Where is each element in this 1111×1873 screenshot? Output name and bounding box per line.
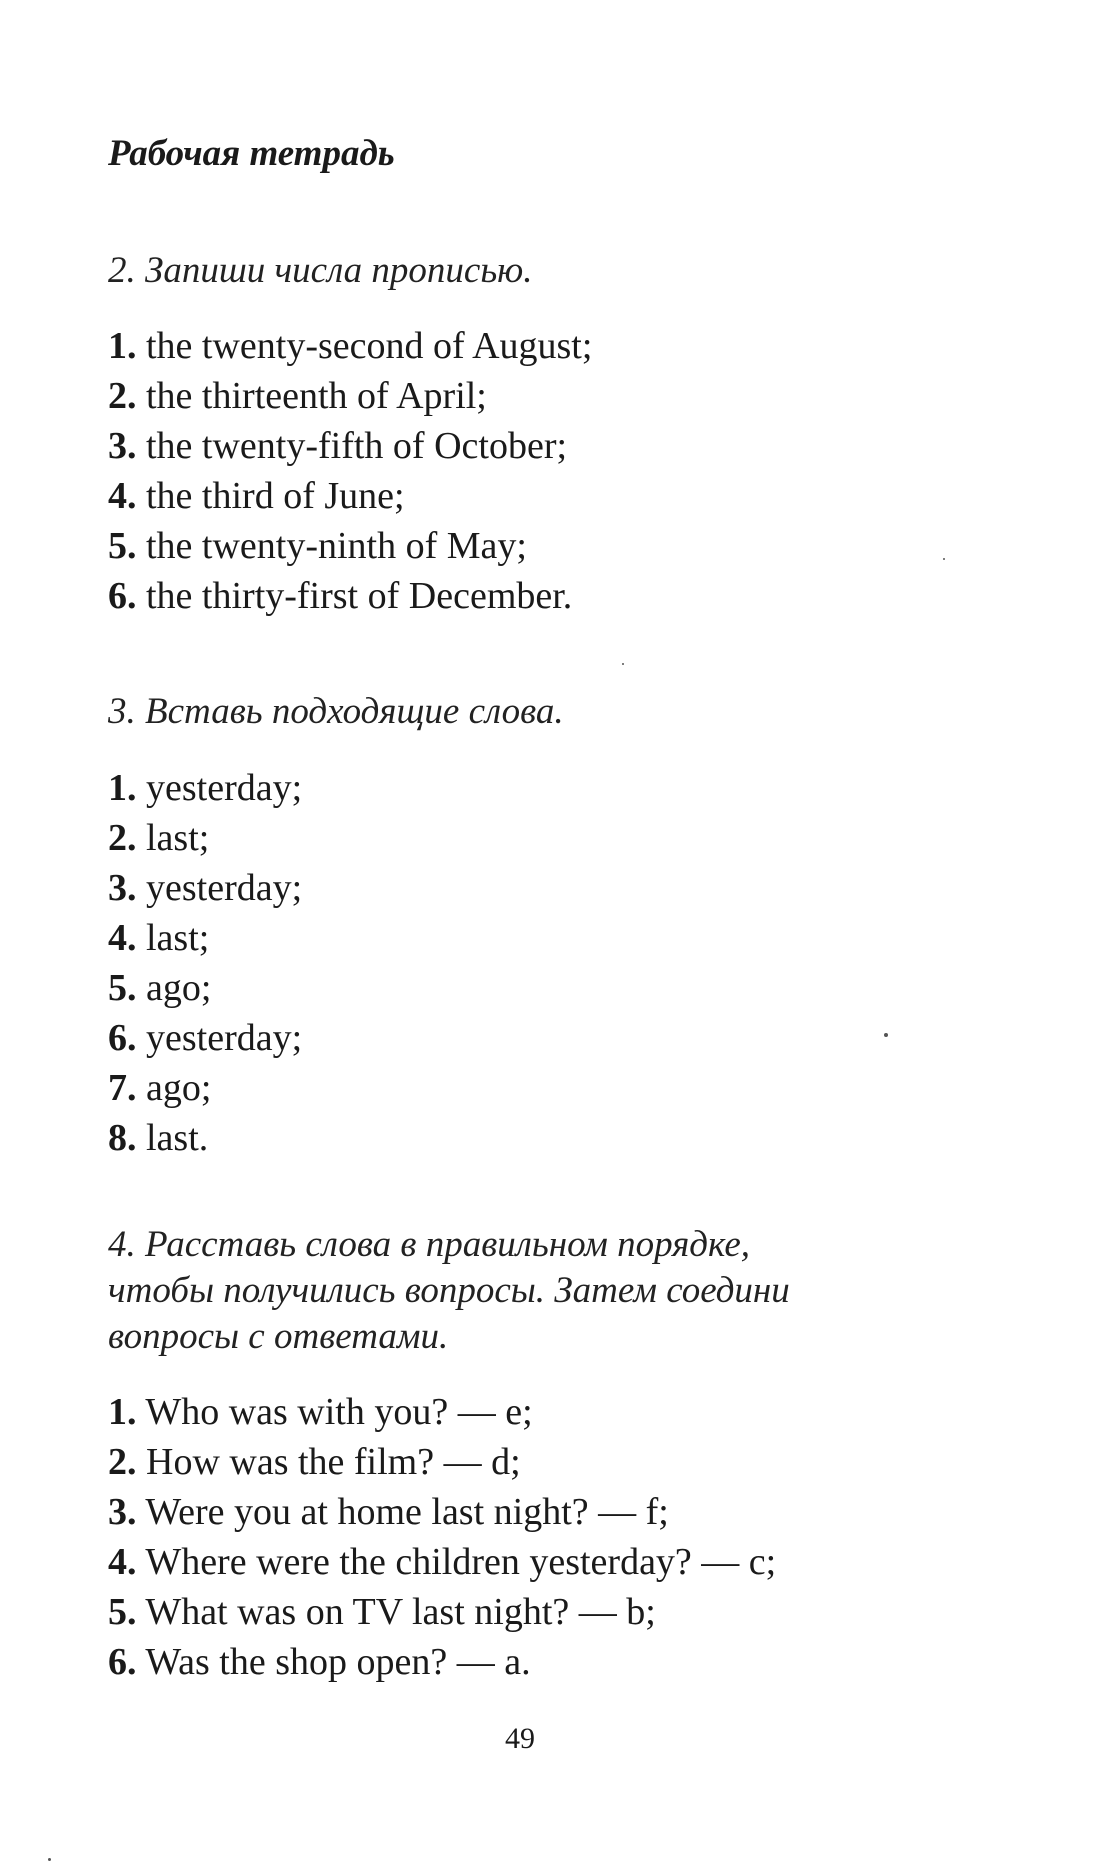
item-number: 7	[108, 1067, 127, 1109]
exercise-3-answers	[108, 763, 948, 1163]
item-number: 6	[108, 1017, 127, 1059]
list-item: 4. Where were the children yesterday? — c;	[108, 1541, 777, 1583]
item-text: the third of June;	[146, 475, 405, 517]
item-text: yesterday;	[146, 867, 303, 909]
list-item: 5. ago;	[108, 967, 212, 1009]
task-line: чтобы получились вопросы. Затем соедини	[108, 1270, 790, 1311]
exercise-3-task: 3. Вставь подходящие слова.	[108, 691, 564, 732]
list-item: 6. yesterday;	[108, 1017, 303, 1059]
scan-speck	[622, 663, 624, 665]
item-number: 1	[108, 1391, 127, 1433]
item-number: 2	[108, 817, 127, 859]
item-number: 1	[108, 767, 127, 809]
item-text: the twenty-ninth of May;	[146, 525, 527, 567]
exercise-4-task	[108, 1222, 940, 1360]
list-item: 2. the thirteenth of April;	[108, 375, 487, 417]
list-item: 3. the twenty-fifth of October;	[108, 425, 568, 467]
list-item: 3. Were you at home last night? — f;	[108, 1491, 669, 1533]
item-text: the twenty-second of August;	[146, 325, 593, 367]
list-item: 2. How was the film? — d;	[108, 1441, 521, 1483]
item-number: 2	[108, 1441, 127, 1483]
item-text: How was the film? — d;	[146, 1441, 521, 1483]
list-item: 4. last;	[108, 917, 210, 959]
item-text: Who was with you? — e;	[145, 1391, 533, 1433]
exercise-4-answers	[108, 1387, 940, 1687]
item-number: 4	[108, 917, 127, 959]
item-number: 8	[108, 1117, 127, 1159]
item-text: Where were the children yesterday? — c;	[145, 1541, 777, 1583]
item-number: 3	[108, 425, 127, 467]
list-item: 1. the twenty-second of August;	[108, 325, 593, 367]
exercise-2-answers	[108, 321, 948, 621]
page-number: 49	[505, 1722, 535, 1755]
list-item: 4. the third of June;	[108, 475, 405, 517]
item-number: 2	[108, 375, 127, 417]
scan-speck	[943, 558, 945, 560]
task-line: вопросы с ответами.	[108, 1316, 449, 1357]
list-item: 5. the twenty-ninth of May;	[108, 525, 527, 567]
list-item: 5. What was on TV last night? — b;	[108, 1591, 656, 1633]
scan-speck	[884, 1033, 888, 1037]
item-text: ago;	[146, 967, 212, 1009]
list-item: 6. the thirty-first of December.	[108, 575, 573, 617]
item-number: 6	[108, 575, 127, 617]
item-text: last;	[146, 917, 210, 959]
exercise-2-task: 2. Запиши числа прописью.	[108, 250, 533, 291]
item-number: 4	[108, 475, 127, 517]
list-item: 7. ago;	[108, 1067, 212, 1109]
list-item: 1. Who was with you? — e;	[108, 1391, 533, 1433]
item-text: last;	[146, 817, 210, 859]
item-text: the twenty-fifth of October;	[146, 425, 568, 467]
item-number: 3	[108, 867, 127, 909]
item-number: 1	[108, 325, 127, 367]
item-text: Were you at home last night? — f;	[145, 1491, 669, 1533]
list-item: 8. last.	[108, 1117, 209, 1159]
item-number: 5	[108, 1591, 127, 1633]
item-text: ago;	[146, 1067, 212, 1109]
item-text: Was the shop open? — a.	[145, 1641, 531, 1683]
task-line: 4. Расставь слова в правильном порядке,	[108, 1224, 751, 1265]
item-text: What was on TV last night? — b;	[145, 1591, 656, 1633]
item-number: 3	[108, 1491, 127, 1533]
item-number: 6	[108, 1641, 127, 1683]
list-item: 6. Was the shop open? — a.	[108, 1641, 531, 1683]
page-heading: Рабочая тетрадь	[108, 133, 395, 174]
item-text: the thirty-first of December.	[146, 575, 573, 617]
exercise-4	[108, 1222, 940, 1687]
item-number: 4	[108, 1541, 127, 1583]
item-text: yesterday;	[146, 767, 303, 809]
item-text: yesterday;	[146, 1017, 303, 1059]
exercise-3	[108, 689, 948, 1163]
scan-speck	[48, 1858, 51, 1861]
list-item: 2. last;	[108, 817, 210, 859]
item-number: 5	[108, 525, 127, 567]
item-text: last.	[146, 1117, 209, 1159]
item-number: 5	[108, 967, 127, 1009]
list-item: 1. yesterday;	[108, 767, 303, 809]
item-text: the thirteenth of April;	[146, 375, 487, 417]
exercise-2	[108, 248, 948, 621]
list-item: 3. yesterday;	[108, 867, 303, 909]
